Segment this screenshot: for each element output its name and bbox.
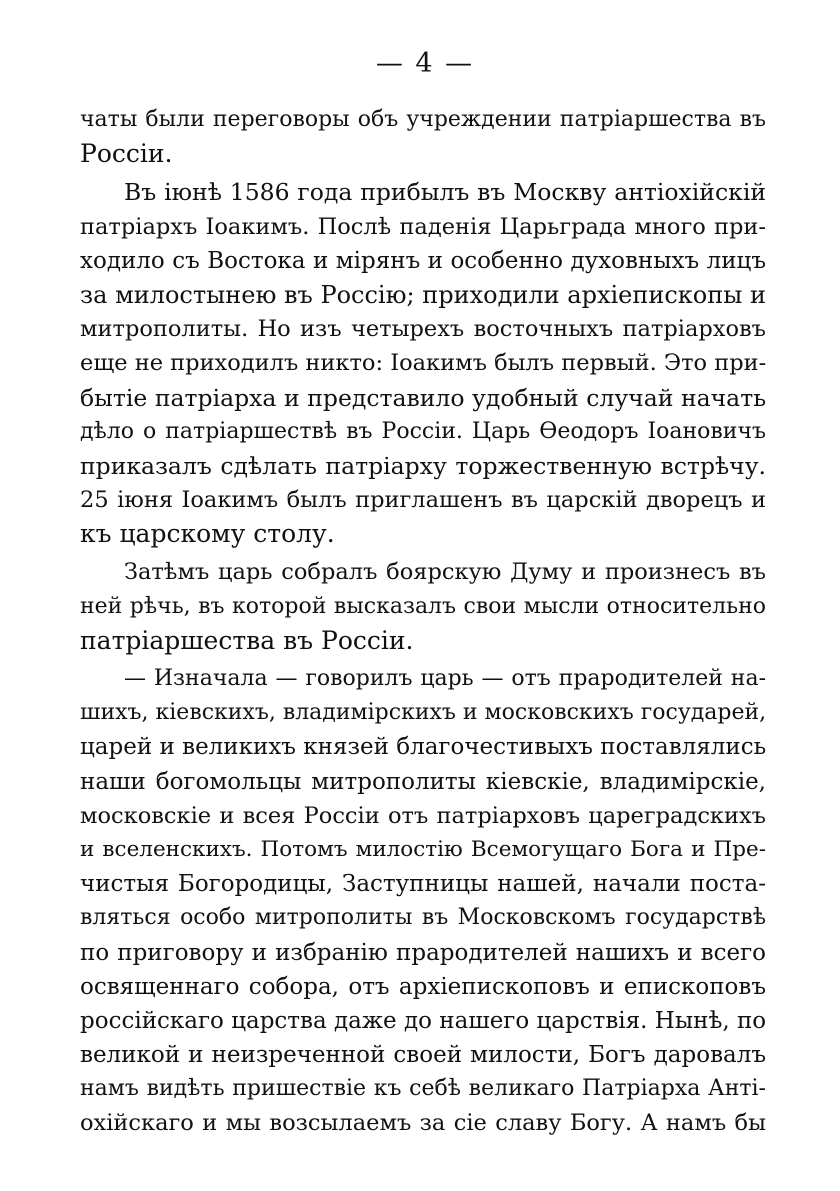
- text-line: россійскаго царства даже до нашего царствія. Нынѣ, по: [80, 1007, 766, 1034]
- text-line: патріаршества въ Россіи.: [80, 625, 414, 655]
- text-line: бытіе патріарха и представило удобный случай начать: [80, 383, 766, 412]
- text-line: шихъ, кіевскихъ, владимірскихъ и московскихъ государей,: [80, 700, 766, 726]
- paragraph: [80, 175, 766, 551]
- paragraph: [80, 662, 766, 1141]
- text-line: митрополиты. Но изъ четырехъ восточныхъ патріарховъ: [80, 316, 766, 343]
- text-line: освященнаго собора, отъ архіепископовъ и епископовъ: [80, 973, 766, 1000]
- text-line: чистыя Богородицы, Заступницы нашей, начали поста-: [80, 871, 766, 898]
- text-line: патріархъ Іоакимъ. Послѣ паденія Царьграда много при-: [80, 213, 766, 240]
- text-line: еще не приходилъ никто: Іоакимъ былъ первый. Это при-: [80, 350, 766, 377]
- text-line: за милостынею въ Россію; приходили архіепископы и: [80, 280, 766, 309]
- text-line: охійскаго и мы возсылаемъ за сіе славу Богу. А намъ бы: [80, 1110, 766, 1137]
- text-line: Въ іюнѣ 1586 года прибылъ въ Москву антіохійскій: [124, 178, 766, 207]
- paragraph: [80, 103, 766, 171]
- text-line: московскіе и всея Россіи отъ патріарховъ цареградскихъ: [80, 802, 766, 829]
- text-line: къ царскому столу.: [80, 519, 335, 549]
- text-line: царей и великихъ князей благочестивыхъ поставлялись: [80, 734, 766, 761]
- text-line: и вселенскихъ. Потомъ милостію Всемогущаго Бога и Пре-: [80, 836, 766, 862]
- text-line: наши богомольцы митрополиты кіевскіе, владимірскіе,: [80, 768, 766, 795]
- text-line: чаты были переговоры объ учреждении патріаршества въ: [80, 107, 766, 132]
- text-line: намъ видѣть пришествіе къ себѣ великаго Патріарха Анті-: [80, 1076, 766, 1102]
- text-line: великой и неизреченной своей милости, Богъ даровалъ: [80, 1042, 766, 1069]
- text-line: Россіи.: [80, 139, 173, 169]
- paragraph: [80, 555, 766, 658]
- text-line: дѣло о патріаршествѣ въ Россіи. Царь Ѳеодоръ Іоановичъ: [80, 418, 766, 444]
- text-line: Затѣмъ царь собралъ боярскую Думу и произнесъ въ: [124, 559, 766, 586]
- text-line: приказалъ сдѣлать патріарху торжественную встрѣчу.: [80, 451, 766, 480]
- text-line: вляться особо митрополиты въ Московскомъ государствѣ: [80, 905, 766, 931]
- text-line: 25 іюня Іоакимъ былъ приглашенъ въ царскій дворецъ и: [80, 487, 766, 514]
- text-line: ходило съ Востока и мірянъ и особенно духовныхъ лицъ: [80, 247, 766, 274]
- body-text: [80, 103, 766, 1141]
- text-line: ней рѣчь, въ которой высказалъ свои мысли относительно: [80, 593, 766, 619]
- text-line: — Изначала — говорилъ царь — отъ прародителей на-: [124, 666, 766, 691]
- page-number: — 4 —: [375, 48, 475, 79]
- text-line: по приговору и избранію прародителей нашихъ и всего: [80, 939, 766, 966]
